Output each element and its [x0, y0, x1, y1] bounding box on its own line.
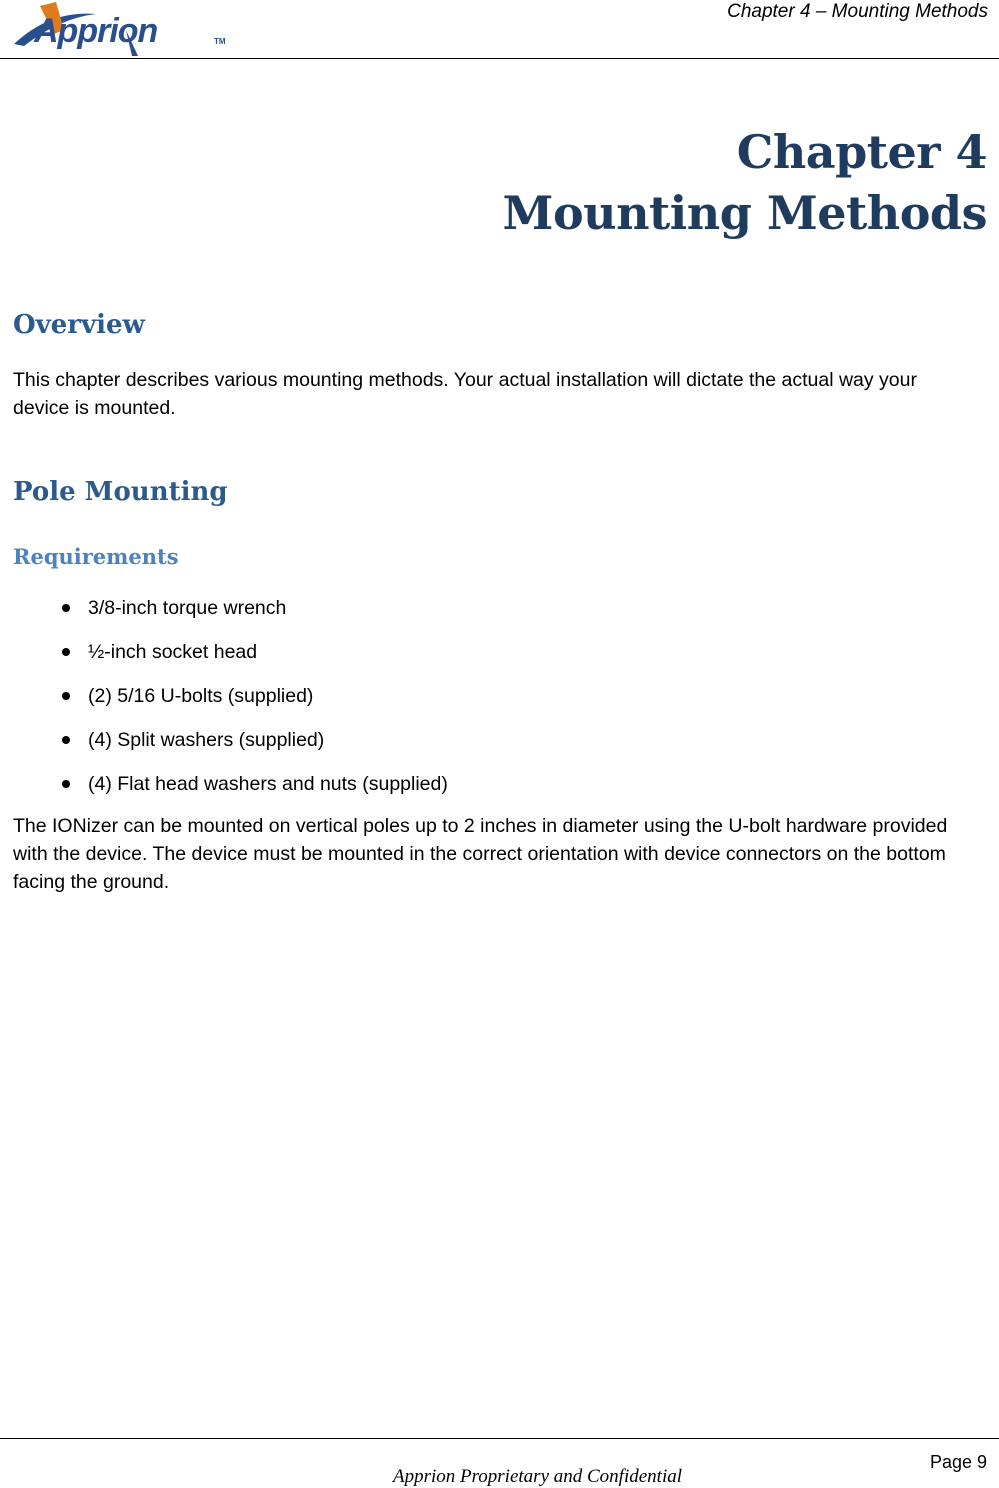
- requirements-heading: Requirements: [13, 544, 179, 569]
- running-head: Chapter 4 – Mounting Methods: [727, 1, 988, 22]
- confidential-notice: Apprion Proprietary and Confidential: [392, 1466, 683, 1487]
- overview-body: This chapter describes various mounting methods. Your actual installation will dictate the actual way your device is mounted.: [13, 369, 917, 419]
- svg-text:TM: TM: [214, 37, 226, 46]
- bullet-icon: [62, 604, 70, 612]
- bullet-icon: [62, 780, 70, 788]
- bullet-icon: [62, 692, 70, 700]
- bullet-icon: [62, 736, 70, 744]
- chapter-number: Chapter 4: [736, 125, 987, 179]
- page-number: Page 9: [929, 1452, 987, 1472]
- page-header: [0, 0, 999, 59]
- apprion-logo-text: Apprion: [34, 12, 158, 50]
- list-item-text: (4) Split washers (supplied): [88, 729, 325, 751]
- list-item-text: (4) Flat head washers and nuts (supplied): [88, 773, 448, 795]
- list-item-text: 3/8-inch torque wrench: [88, 597, 287, 619]
- pole-mounting-heading: Pole Mounting: [13, 477, 228, 507]
- overview-heading: Overview: [13, 310, 145, 340]
- chapter-name: Mounting Methods: [502, 186, 987, 240]
- pole-mounting-body: The IONizer can be mounted on vertical poles up to 2 inches in diameter using the U-bolt hardware provided with the device. The device must be mounted in the correct orientation with device connectors on the bottom facing the ground.: [13, 815, 948, 893]
- list-item-text: (2) 5/16 U-bolts (supplied): [88, 685, 314, 707]
- chapter-title: [503, 122, 987, 244]
- apprion-logo: [10, 0, 230, 58]
- bullet-icon: [62, 648, 70, 656]
- list-item-text: ½-inch socket head: [88, 641, 258, 663]
- footer-divider: [0, 1438, 999, 1439]
